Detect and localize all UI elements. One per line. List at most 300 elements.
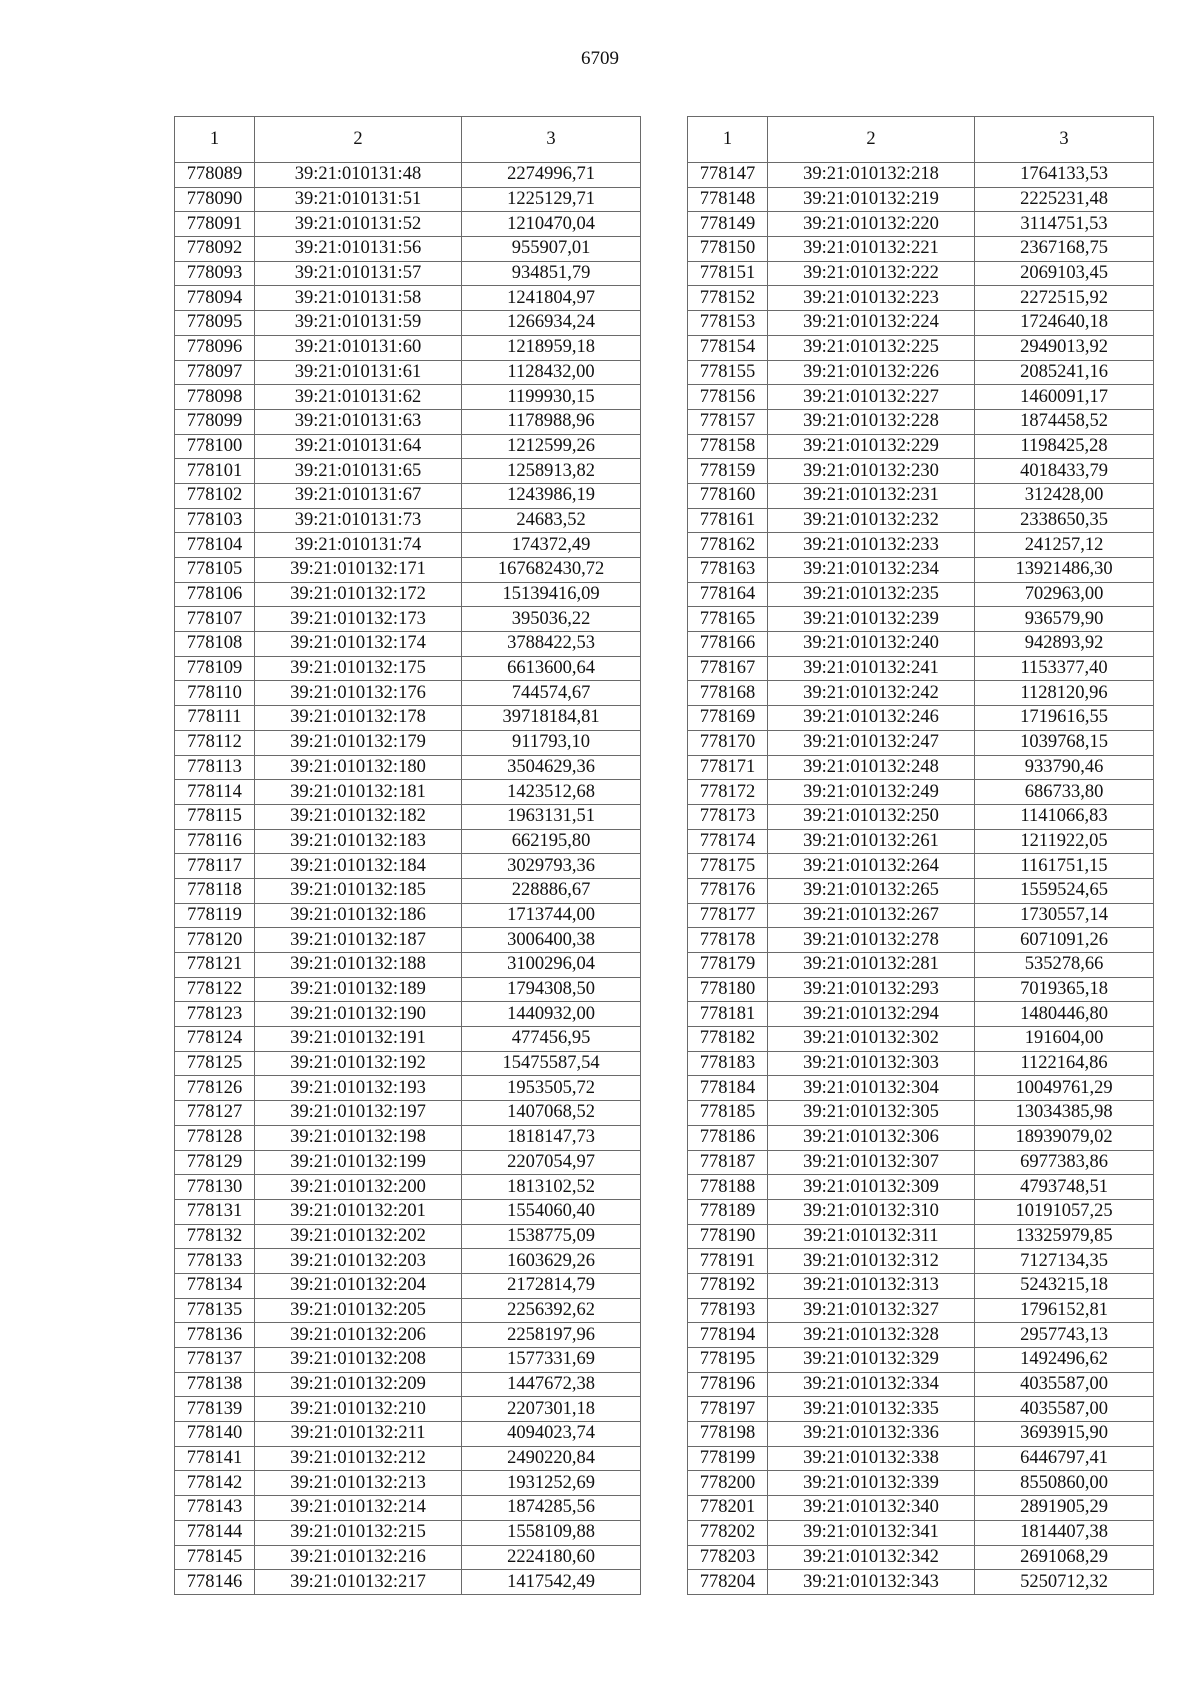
cadastral-number-cell: 39:21:010132:191 xyxy=(255,1027,462,1052)
row-number-cell: 778173 xyxy=(688,804,768,829)
table-row xyxy=(175,1471,641,1496)
cadastral-number-cell: 39:21:010132:310 xyxy=(768,1199,975,1224)
value-cell: 1764133,53 xyxy=(975,163,1154,188)
table-row xyxy=(175,237,641,262)
row-number-cell: 778162 xyxy=(688,533,768,558)
cadastral-number-cell: 39:21:010132:176 xyxy=(255,681,462,706)
row-number-cell: 778165 xyxy=(688,607,768,632)
cadastral-number-cell: 39:21:010132:217 xyxy=(255,1570,462,1595)
value-cell: 174372,49 xyxy=(462,533,641,558)
row-number-cell: 778158 xyxy=(688,434,768,459)
table-row xyxy=(688,163,1154,188)
value-cell: 1178988,96 xyxy=(462,409,641,434)
value-cell: 2224180,60 xyxy=(462,1545,641,1570)
cadastral-number-cell: 39:21:010132:338 xyxy=(768,1446,975,1471)
value-cell: 1211922,05 xyxy=(975,829,1154,854)
table-row xyxy=(175,335,641,360)
value-cell: 395036,22 xyxy=(462,607,641,632)
value-cell: 7127134,35 xyxy=(975,1249,1154,1274)
value-cell: 477456,95 xyxy=(462,1027,641,1052)
row-number-cell: 778121 xyxy=(175,953,255,978)
cadastral-number-cell: 39:21:010132:174 xyxy=(255,632,462,657)
table-row xyxy=(175,533,641,558)
row-number-cell: 778130 xyxy=(175,1175,255,1200)
table-row xyxy=(688,1150,1154,1175)
cadastral-number-cell: 39:21:010132:178 xyxy=(255,706,462,731)
value-cell: 1440932,00 xyxy=(462,1002,641,1027)
row-number-cell: 778156 xyxy=(688,385,768,410)
cadastral-number-cell: 39:21:010131:48 xyxy=(255,163,462,188)
row-number-cell: 778146 xyxy=(175,1570,255,1595)
value-cell: 1713744,00 xyxy=(462,903,641,928)
value-cell: 13325979,85 xyxy=(975,1224,1154,1249)
row-number-cell: 778199 xyxy=(688,1446,768,1471)
cadastral-number-cell: 39:21:010132:311 xyxy=(768,1224,975,1249)
table-row xyxy=(688,212,1154,237)
table-row xyxy=(175,804,641,829)
row-number-cell: 778108 xyxy=(175,632,255,657)
table-row xyxy=(688,237,1154,262)
value-cell: 2367168,75 xyxy=(975,237,1154,262)
value-cell: 8550860,00 xyxy=(975,1471,1154,1496)
cadastral-number-cell: 39:21:010131:60 xyxy=(255,335,462,360)
row-number-cell: 778095 xyxy=(175,311,255,336)
table-row xyxy=(688,656,1154,681)
value-cell: 1210470,04 xyxy=(462,212,641,237)
table-row xyxy=(688,1520,1154,1545)
row-number-cell: 778167 xyxy=(688,656,768,681)
cadastral-number-cell: 39:21:010132:209 xyxy=(255,1372,462,1397)
row-number-cell: 778129 xyxy=(175,1150,255,1175)
row-number-cell: 778175 xyxy=(688,854,768,879)
value-cell: 2691068,29 xyxy=(975,1545,1154,1570)
value-cell: 10049761,29 xyxy=(975,1076,1154,1101)
cadastral-number-cell: 39:21:010132:202 xyxy=(255,1224,462,1249)
value-cell: 2949013,92 xyxy=(975,335,1154,360)
value-cell: 1953505,72 xyxy=(462,1076,641,1101)
value-cell: 1554060,40 xyxy=(462,1199,641,1224)
cadastral-number-cell: 39:21:010132:186 xyxy=(255,903,462,928)
cadastral-number-cell: 39:21:010132:197 xyxy=(255,1101,462,1126)
table-row xyxy=(175,1298,641,1323)
cadastral-number-cell: 39:21:010132:305 xyxy=(768,1101,975,1126)
row-number-cell: 778093 xyxy=(175,261,255,286)
cadastral-number-cell: 39:21:010132:224 xyxy=(768,311,975,336)
table-row xyxy=(688,409,1154,434)
column-header-3: 3 xyxy=(975,117,1154,163)
cadastral-number-cell: 39:21:010132:220 xyxy=(768,212,975,237)
row-number-cell: 778171 xyxy=(688,755,768,780)
value-cell: 6446797,41 xyxy=(975,1446,1154,1471)
value-cell: 1558109,88 xyxy=(462,1520,641,1545)
row-number-cell: 778099 xyxy=(175,409,255,434)
cadastral-number-cell: 39:21:010132:246 xyxy=(768,706,975,731)
row-number-cell: 778197 xyxy=(688,1397,768,1422)
table-header xyxy=(175,117,641,163)
cadastral-number-cell: 39:21:010132:281 xyxy=(768,953,975,978)
value-cell: 686733,80 xyxy=(975,780,1154,805)
cadastral-number-cell: 39:21:010132:241 xyxy=(768,656,975,681)
row-number-cell: 778106 xyxy=(175,582,255,607)
value-cell: 6071091,26 xyxy=(975,928,1154,953)
row-number-cell: 778096 xyxy=(175,335,255,360)
row-number-cell: 778193 xyxy=(688,1298,768,1323)
value-cell: 934851,79 xyxy=(462,261,641,286)
header-row xyxy=(175,117,641,163)
table-row xyxy=(175,1397,641,1422)
value-cell: 1796152,81 xyxy=(975,1298,1154,1323)
cadastral-number-cell: 39:21:010132:341 xyxy=(768,1520,975,1545)
value-cell: 2225231,48 xyxy=(975,187,1154,212)
value-cell: 1559524,65 xyxy=(975,878,1154,903)
table-row xyxy=(688,1249,1154,1274)
table-row xyxy=(688,261,1154,286)
cadastral-number-cell: 39:21:010132:204 xyxy=(255,1273,462,1298)
cadastral-number-cell: 39:21:010131:62 xyxy=(255,385,462,410)
value-cell: 4094023,74 xyxy=(462,1422,641,1447)
cadastral-number-cell: 39:21:010131:74 xyxy=(255,533,462,558)
table-row xyxy=(688,903,1154,928)
row-number-cell: 778111 xyxy=(175,706,255,731)
table-row xyxy=(688,360,1154,385)
table-row xyxy=(688,1273,1154,1298)
table-row xyxy=(175,1273,641,1298)
value-cell: 2069103,45 xyxy=(975,261,1154,286)
row-number-cell: 778125 xyxy=(175,1051,255,1076)
value-cell: 1212599,26 xyxy=(462,434,641,459)
row-number-cell: 778201 xyxy=(688,1496,768,1521)
row-number-cell: 778091 xyxy=(175,212,255,237)
column-header-1: 1 xyxy=(175,117,255,163)
table-row xyxy=(175,1002,641,1027)
row-number-cell: 778120 xyxy=(175,928,255,953)
value-cell: 1814407,38 xyxy=(975,1520,1154,1545)
cadastral-number-cell: 39:21:010132:303 xyxy=(768,1051,975,1076)
row-number-cell: 778134 xyxy=(175,1273,255,1298)
row-number-cell: 778183 xyxy=(688,1051,768,1076)
row-number-cell: 778105 xyxy=(175,558,255,583)
value-cell: 2957743,13 xyxy=(975,1323,1154,1348)
right-register-table xyxy=(687,116,1154,1595)
table-row xyxy=(688,804,1154,829)
row-number-cell: 778174 xyxy=(688,829,768,854)
row-number-cell: 778103 xyxy=(175,508,255,533)
value-cell: 2258197,96 xyxy=(462,1323,641,1348)
column-header-2: 2 xyxy=(768,117,975,163)
table-row xyxy=(175,508,641,533)
row-number-cell: 778202 xyxy=(688,1520,768,1545)
cadastral-number-cell: 39:21:010132:339 xyxy=(768,1471,975,1496)
table-row xyxy=(175,903,641,928)
cadastral-number-cell: 39:21:010132:198 xyxy=(255,1125,462,1150)
value-cell: 1818147,73 xyxy=(462,1125,641,1150)
table-row xyxy=(175,1150,641,1175)
cadastral-number-cell: 39:21:010132:184 xyxy=(255,854,462,879)
cadastral-number-cell: 39:21:010132:190 xyxy=(255,1002,462,1027)
row-number-cell: 778098 xyxy=(175,385,255,410)
table-row xyxy=(175,953,641,978)
row-number-cell: 778113 xyxy=(175,755,255,780)
cadastral-number-cell: 39:21:010132:221 xyxy=(768,237,975,262)
table-row xyxy=(688,1224,1154,1249)
cadastral-number-cell: 39:21:010132:313 xyxy=(768,1273,975,1298)
table-body xyxy=(688,163,1154,1595)
table-row xyxy=(688,335,1154,360)
table-row xyxy=(175,187,641,212)
row-number-cell: 778172 xyxy=(688,780,768,805)
table-row xyxy=(688,1125,1154,1150)
header-row xyxy=(688,117,1154,163)
table-row xyxy=(175,1101,641,1126)
cadastral-number-cell: 39:21:010132:213 xyxy=(255,1471,462,1496)
row-number-cell: 778154 xyxy=(688,335,768,360)
value-cell: 1538775,09 xyxy=(462,1224,641,1249)
cadastral-number-cell: 39:21:010132:229 xyxy=(768,434,975,459)
table-row xyxy=(688,1199,1154,1224)
row-number-cell: 778163 xyxy=(688,558,768,583)
column-header-1: 1 xyxy=(688,117,768,163)
table-row xyxy=(688,730,1154,755)
value-cell: 1218959,18 xyxy=(462,335,641,360)
cadastral-number-cell: 39:21:010132:329 xyxy=(768,1348,975,1373)
value-cell: 1874458,52 xyxy=(975,409,1154,434)
cadastral-number-cell: 39:21:010132:294 xyxy=(768,1002,975,1027)
table-row xyxy=(175,1323,641,1348)
cadastral-number-cell: 39:21:010132:327 xyxy=(768,1298,975,1323)
cadastral-number-cell: 39:21:010132:203 xyxy=(255,1249,462,1274)
cadastral-number-cell: 39:21:010132:185 xyxy=(255,878,462,903)
cadastral-number-cell: 39:21:010132:340 xyxy=(768,1496,975,1521)
value-cell: 1719616,55 xyxy=(975,706,1154,731)
table-row xyxy=(175,212,641,237)
row-number-cell: 778185 xyxy=(688,1101,768,1126)
value-cell: 18939079,02 xyxy=(975,1125,1154,1150)
table-row xyxy=(175,1076,641,1101)
table-row xyxy=(688,558,1154,583)
value-cell: 1161751,15 xyxy=(975,854,1154,879)
row-number-cell: 778117 xyxy=(175,854,255,879)
row-number-cell: 778192 xyxy=(688,1273,768,1298)
table-row xyxy=(688,508,1154,533)
table-row xyxy=(175,1125,641,1150)
row-number-cell: 778109 xyxy=(175,656,255,681)
value-cell: 1447672,38 xyxy=(462,1372,641,1397)
row-number-cell: 778194 xyxy=(688,1323,768,1348)
value-cell: 2338650,35 xyxy=(975,508,1154,533)
table-row xyxy=(688,854,1154,879)
table-row xyxy=(175,681,641,706)
row-number-cell: 778204 xyxy=(688,1570,768,1595)
row-number-cell: 778141 xyxy=(175,1446,255,1471)
row-number-cell: 778176 xyxy=(688,878,768,903)
table-row xyxy=(688,1422,1154,1447)
table-row xyxy=(688,1027,1154,1052)
value-cell: 5243215,18 xyxy=(975,1273,1154,1298)
value-cell: 744574,67 xyxy=(462,681,641,706)
table-row xyxy=(688,483,1154,508)
value-cell: 1141066,83 xyxy=(975,804,1154,829)
row-number-cell: 778133 xyxy=(175,1249,255,1274)
value-cell: 15139416,09 xyxy=(462,582,641,607)
cadastral-number-cell: 39:21:010132:208 xyxy=(255,1348,462,1373)
row-number-cell: 778169 xyxy=(688,706,768,731)
cadastral-number-cell: 39:21:010132:210 xyxy=(255,1397,462,1422)
table-row xyxy=(688,829,1154,854)
value-cell: 167682430,72 xyxy=(462,558,641,583)
table-row xyxy=(688,311,1154,336)
table-row xyxy=(688,878,1154,903)
row-number-cell: 778102 xyxy=(175,483,255,508)
cadastral-number-cell: 39:21:010132:231 xyxy=(768,483,975,508)
row-number-cell: 778118 xyxy=(175,878,255,903)
table-row xyxy=(175,385,641,410)
cadastral-number-cell: 39:21:010132:242 xyxy=(768,681,975,706)
row-number-cell: 778188 xyxy=(688,1175,768,1200)
cadastral-number-cell: 39:21:010132:304 xyxy=(768,1076,975,1101)
cadastral-number-cell: 39:21:010131:65 xyxy=(255,459,462,484)
table-row xyxy=(688,1496,1154,1521)
value-cell: 1492496,62 xyxy=(975,1348,1154,1373)
row-number-cell: 778092 xyxy=(175,237,255,262)
value-cell: 3029793,36 xyxy=(462,854,641,879)
row-number-cell: 778101 xyxy=(175,459,255,484)
row-number-cell: 778203 xyxy=(688,1545,768,1570)
row-number-cell: 778164 xyxy=(688,582,768,607)
cadastral-number-cell: 39:21:010132:309 xyxy=(768,1175,975,1200)
cadastral-number-cell: 39:21:010132:264 xyxy=(768,854,975,879)
cadastral-number-cell: 39:21:010132:175 xyxy=(255,656,462,681)
table-row xyxy=(688,928,1154,953)
value-cell: 1480446,80 xyxy=(975,1002,1154,1027)
row-number-cell: 778159 xyxy=(688,459,768,484)
table-row xyxy=(688,1298,1154,1323)
value-cell: 3114751,53 xyxy=(975,212,1154,237)
cadastral-number-cell: 39:21:010132:306 xyxy=(768,1125,975,1150)
table-row xyxy=(688,1545,1154,1570)
row-number-cell: 778189 xyxy=(688,1199,768,1224)
table-row xyxy=(175,1496,641,1521)
row-number-cell: 778144 xyxy=(175,1520,255,1545)
table-row xyxy=(175,977,641,1002)
value-cell: 4018433,79 xyxy=(975,459,1154,484)
table-row xyxy=(175,755,641,780)
cadastral-number-cell: 39:21:010132:179 xyxy=(255,730,462,755)
row-number-cell: 778100 xyxy=(175,434,255,459)
row-number-cell: 778184 xyxy=(688,1076,768,1101)
cadastral-number-cell: 39:21:010132:230 xyxy=(768,459,975,484)
value-cell: 1813102,52 xyxy=(462,1175,641,1200)
row-number-cell: 778127 xyxy=(175,1101,255,1126)
value-cell: 4035587,00 xyxy=(975,1372,1154,1397)
cadastral-number-cell: 39:21:010131:63 xyxy=(255,409,462,434)
cadastral-number-cell: 39:21:010132:342 xyxy=(768,1545,975,1570)
cadastral-number-cell: 39:21:010132:234 xyxy=(768,558,975,583)
value-cell: 1577331,69 xyxy=(462,1348,641,1373)
row-number-cell: 778190 xyxy=(688,1224,768,1249)
row-number-cell: 778097 xyxy=(175,360,255,385)
cadastral-number-cell: 39:21:010131:52 xyxy=(255,212,462,237)
cadastral-number-cell: 39:21:010131:64 xyxy=(255,434,462,459)
value-cell: 933790,46 xyxy=(975,755,1154,780)
cadastral-number-cell: 39:21:010132:181 xyxy=(255,780,462,805)
row-number-cell: 778191 xyxy=(688,1249,768,1274)
table-row xyxy=(175,1199,641,1224)
table-row xyxy=(688,533,1154,558)
cadastral-number-cell: 39:21:010132:192 xyxy=(255,1051,462,1076)
table-row xyxy=(175,1224,641,1249)
row-number-cell: 778124 xyxy=(175,1027,255,1052)
cadastral-number-cell: 39:21:010132:334 xyxy=(768,1372,975,1397)
row-number-cell: 778195 xyxy=(688,1348,768,1373)
value-cell: 1198425,28 xyxy=(975,434,1154,459)
row-number-cell: 778094 xyxy=(175,286,255,311)
value-cell: 6977383,86 xyxy=(975,1150,1154,1175)
value-cell: 191604,00 xyxy=(975,1027,1154,1052)
cadastral-number-cell: 39:21:010132:249 xyxy=(768,780,975,805)
value-cell: 1128120,96 xyxy=(975,681,1154,706)
table-row xyxy=(175,261,641,286)
row-number-cell: 778090 xyxy=(175,187,255,212)
row-number-cell: 778152 xyxy=(688,286,768,311)
table-row xyxy=(688,582,1154,607)
row-number-cell: 778151 xyxy=(688,261,768,286)
cadastral-number-cell: 39:21:010132:223 xyxy=(768,286,975,311)
value-cell: 1243986,19 xyxy=(462,483,641,508)
value-cell: 3693915,90 xyxy=(975,1422,1154,1447)
table-row xyxy=(175,1446,641,1471)
cadastral-number-cell: 39:21:010132:239 xyxy=(768,607,975,632)
cadastral-number-cell: 39:21:010132:312 xyxy=(768,1249,975,1274)
row-number-cell: 778112 xyxy=(175,730,255,755)
table-row xyxy=(175,656,641,681)
cadastral-number-cell: 39:21:010132:247 xyxy=(768,730,975,755)
table-row xyxy=(688,632,1154,657)
value-cell: 2272515,92 xyxy=(975,286,1154,311)
value-cell: 2172814,79 xyxy=(462,1273,641,1298)
value-cell: 13034385,98 xyxy=(975,1101,1154,1126)
table-row xyxy=(175,163,641,188)
value-cell: 312428,00 xyxy=(975,483,1154,508)
cadastral-number-cell: 39:21:010132:218 xyxy=(768,163,975,188)
table-row xyxy=(175,780,641,805)
value-cell: 662195,80 xyxy=(462,829,641,854)
row-number-cell: 778107 xyxy=(175,607,255,632)
row-number-cell: 778177 xyxy=(688,903,768,928)
row-number-cell: 778139 xyxy=(175,1397,255,1422)
cadastral-number-cell: 39:21:010132:335 xyxy=(768,1397,975,1422)
value-cell: 702963,00 xyxy=(975,582,1154,607)
cadastral-number-cell: 39:21:010131:58 xyxy=(255,286,462,311)
row-number-cell: 778182 xyxy=(688,1027,768,1052)
cadastral-number-cell: 39:21:010132:215 xyxy=(255,1520,462,1545)
table-row xyxy=(688,385,1154,410)
cadastral-number-cell: 39:21:010132:343 xyxy=(768,1570,975,1595)
table-row xyxy=(688,953,1154,978)
table-row xyxy=(688,1348,1154,1373)
row-number-cell: 778115 xyxy=(175,804,255,829)
value-cell: 1963131,51 xyxy=(462,804,641,829)
cadastral-number-cell: 39:21:010131:57 xyxy=(255,261,462,286)
row-number-cell: 778116 xyxy=(175,829,255,854)
value-cell: 535278,66 xyxy=(975,953,1154,978)
row-number-cell: 778145 xyxy=(175,1545,255,1570)
row-number-cell: 778180 xyxy=(688,977,768,1002)
table-row xyxy=(688,1076,1154,1101)
value-cell: 1241804,97 xyxy=(462,286,641,311)
row-number-cell: 778104 xyxy=(175,533,255,558)
value-cell: 241257,12 xyxy=(975,533,1154,558)
value-cell: 1122164,86 xyxy=(975,1051,1154,1076)
